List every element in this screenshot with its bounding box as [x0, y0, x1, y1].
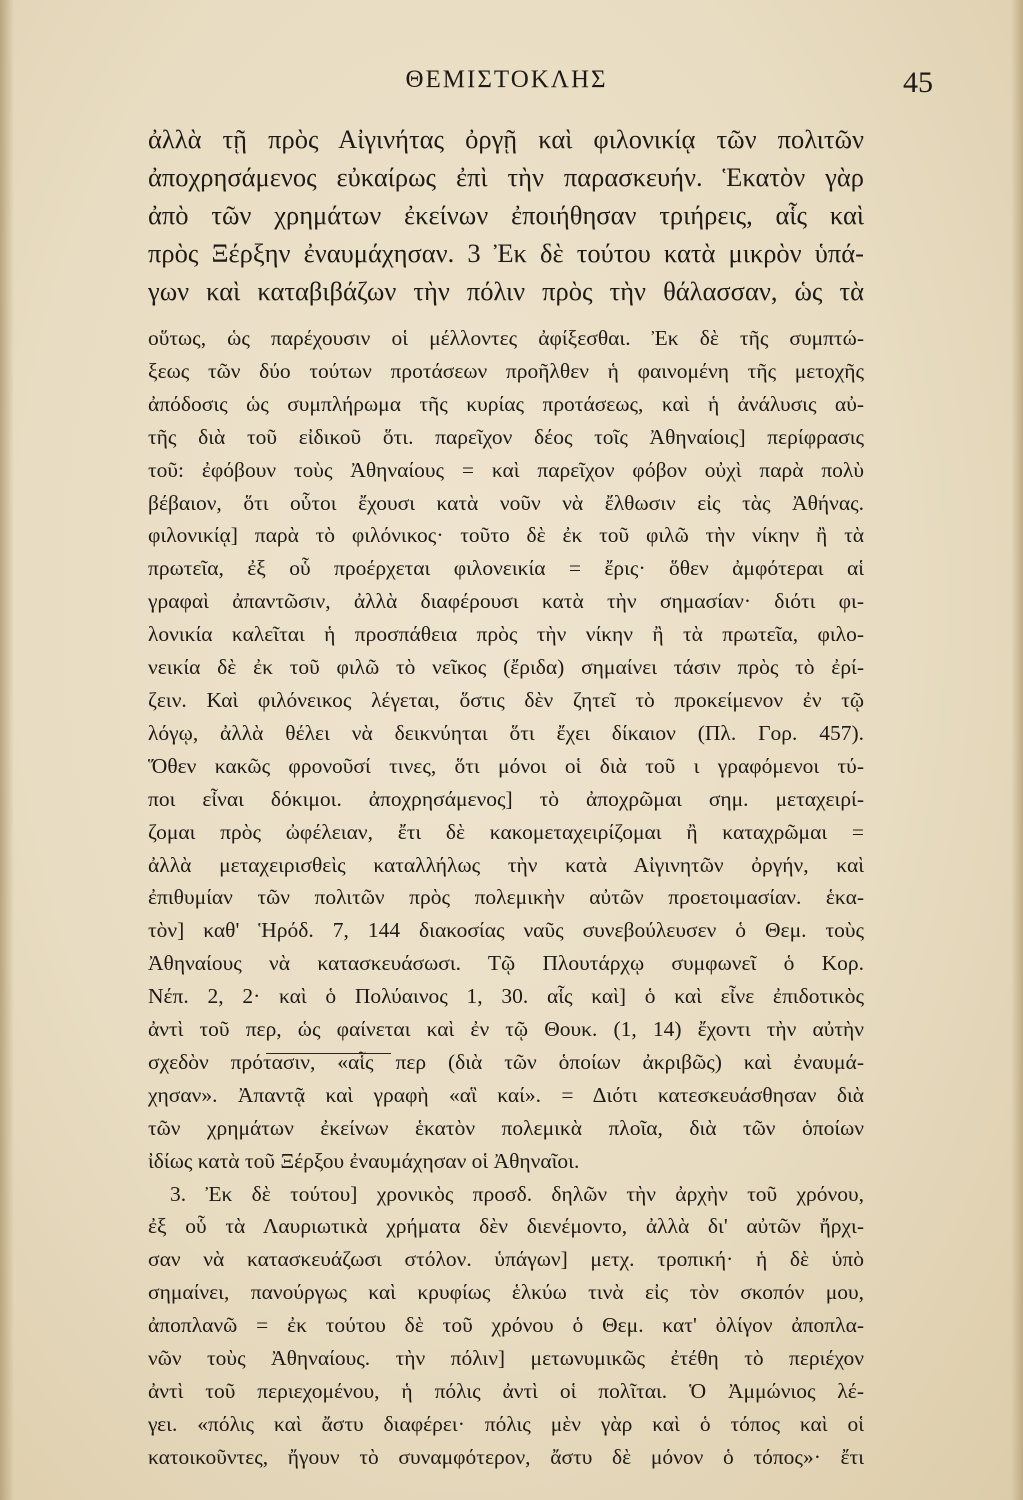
running-title: ΘΕΜΙΣΤΟΚΛΗΣ	[405, 66, 608, 93]
note-line: τοῦ: ἐφόβουν τοὺς Ἀθηναίους = καὶ παρεῖχον φόβον οὐχὶ παρὰ πολὺ	[148, 457, 864, 482]
note-line: ἐπιθυμίαν τῶν πολιτῶν πρὸς πολεμικὴν αὐτῶν προετοιμασίαν. ἑκα-	[148, 885, 864, 910]
note-line: ἀλλὰ μεταχειρισθεὶς καταλλήλως τὴν κατὰ Αἰγινητῶν ὀργήν, καὶ	[148, 852, 864, 877]
page-edge-left	[0, 0, 14, 1500]
note-line: ζειν. Καὶ φιλόνεικος λέγεται, ὅστις δὲν ζητεῖ τὸ προκείμενον ἐν τῷ	[148, 687, 864, 712]
note-line: Ἀθηναίους νὰ κατασκευάσωσι. Τῷ Πλουτάρχῳ συμφωνεῖ ὁ Κορ.	[148, 951, 864, 976]
main-text-line: ἀποχρησάμενος εὐκαίρως ἐπὶ τὴν παρασκευήν. Ἑκατὸν γὰρ	[148, 162, 864, 192]
note-line: σημαίνει, πανούργως καὶ κρυφίως ἑλκύω τινὰ εἰς τὸν σκοπόν μου,	[148, 1280, 864, 1305]
note-line: βέβαιον, ὅτι οὗτοι ἔχουσι κατὰ νοῦν νὰ ἔλθωσιν εἰς τὰς Ἀθήνας.	[148, 490, 864, 515]
commentary-notes	[148, 322, 864, 1474]
main-text-line: ἀπὸ τῶν χρημάτων ἐκείνων ἐποιήθησαν τριήρεις, αἷς καὶ	[148, 200, 864, 230]
note-line: ἀντὶ τοῦ περ, ὡς φαίνεται καὶ ἐν τῷ Θουκ. (1, 14) ἔχοντι τὴν αὐτὴν	[148, 1017, 864, 1042]
note-line: γει. «πόλις καὶ ἄστυ διαφέρει· πόλις μὲν γὰρ καὶ ὁ τόπος καὶ οἱ	[148, 1411, 864, 1436]
note-line: τὸν] καθ' Ἡρόδ. 7, 144 διακοσίας ναῦς συνεβούλευσεν ὁ Θεμ. τοὺς	[148, 918, 864, 943]
note-line: οὕτως, ὡς παρέχουσιν οἱ μέλλοντες ἀφίξεσθαι. Ἐκ δὲ τῆς συμπτώ-	[148, 326, 864, 350]
note-line: ἀντὶ τοῦ περιεχομένου, ἡ πόλις ἀντὶ οἱ πολῖται. Ὁ Ἀμμώνιος λέ-	[148, 1379, 864, 1403]
main-text-line: πρὸς Ξέρξην ἐναυμάχησαν. 3 Ἐκ δὲ τούτου κατὰ μικρὸν ὑπά-	[148, 238, 864, 268]
note-line: ἀποπλανῶ = ἐκ τούτου δὲ τοῦ χρόνου ὁ Θεμ. κατ' ὀλίγον ἀποπλα-	[148, 1313, 864, 1338]
main-text	[148, 120, 864, 310]
note-line: ἐξ οὗ τὰ Λαυριωτικὰ χρήματα δὲν διενέμοντο, ἀλλὰ δι' αὐτῶν ἤρχι-	[148, 1214, 864, 1239]
note-line: ξεως τῶν δύο τούτων προτάσεων προῆλθεν ἡ φαινομένη τῆς μετοχῆς	[148, 358, 864, 383]
note-line: ζομαι πρὸς ὠφέλειαν, ἔτι δὲ κακομεταχειρίζομαι ἢ καταχρῶμαι =	[148, 819, 864, 844]
note-line: γραφαὶ ἀπαντῶσιν, ἀλλὰ διαφέρουσι κατὰ τὴν σημασίαν· διότι φι-	[148, 589, 864, 614]
note-line: σαν νὰ κατασκευάζωσι στόλον. ὑπάγων] μετχ. τροπική· ἡ δὲ ὑπὸ	[148, 1247, 864, 1272]
note-line: κατοικοῦντες, ἤγουν τὸ συναμφότερον, ἄστυ δὲ μόνον ὁ τόπος»· ἔτι	[148, 1444, 864, 1469]
note-line: φιλονικίᾳ] παρὰ τὸ φιλόνικος· τοῦτο δὲ ἐκ τοῦ φιλῶ τὴν νίκην ἢ τὰ	[148, 523, 864, 548]
page-number: 45	[903, 66, 933, 99]
note-line: λόγῳ, ἀλλὰ θέλει νὰ δεικνύηται ὅτι ἔχει δίκαιον (Πλ. Γορ. 457).	[148, 720, 864, 745]
note-line: ποι εἶναι δόκιμοι. ἀποχρησάμενος] τὸ ἀποχρῶμαι σημ. μεταχειρί-	[148, 786, 864, 811]
main-text-line: γων καὶ καταβιβάζων τὴν πόλιν πρὸς τὴν θάλασσαν, ὡς τὰ	[148, 276, 864, 306]
note-line: νῶν τοὺς Ἀθηναίους. τὴν πόλιν] μετωνυμικῶς ἐτέθη τὸ περιέχον	[148, 1346, 864, 1371]
note-line: τῆς διὰ τοῦ εἰδικοῦ ὅτι. παρεῖχον δέος τοῖς Ἀθηναίοις] περίφρασις	[148, 424, 864, 449]
note-line: ἀπόδοσις ὡς συμπλήρωμα τῆς κυρίας προτάσεως, καὶ ἡ ἀνάλυσις αὐ-	[148, 391, 864, 416]
note-line: νεικία δὲ ἐκ τοῦ φιλῶ τὸ νεῖκος (ἔριδα) σημαίνει τάσιν πρὸς τὸ ἐρί-	[148, 655, 864, 680]
note-line: τῶν χρημάτων ἐκείνων ἑκατὸν πολεμικὰ πλοῖα, διὰ τῶν ὁποίων	[148, 1115, 864, 1140]
main-text-line: ἀλλὰ τῇ πρὸς Αἰγινήτας ὀργῇ καὶ φιλονικίᾳ τῶν πολιτῶν	[148, 124, 864, 154]
note-line: πρωτεῖα, ἐξ οὗ προέρχεται φιλονεικία = ἔρις· ὅθεν ἀμφότεραι αἱ	[148, 556, 864, 581]
note-line: λονικία καλεῖται ἡ προσπάθεια πρὸς τὴν νίκην ἢ τὰ πρωτεῖα, φιλο-	[148, 622, 864, 647]
note-line: 3. Ἐκ δὲ τούτου] χρονικὸς προσδ. δηλῶν τὴν ἀρχὴν τοῦ χρόνου,	[170, 1181, 864, 1206]
footnote-divider	[266, 1053, 391, 1054]
page-edge-right	[1011, 0, 1023, 1500]
note-line: σχεδὸν πρότασιν, «αἷς περ (διὰ τῶν ὁποίων ἀκριβῶς) καὶ ἐναυμά-	[148, 1049, 864, 1074]
note-line: χησαν». Ἀπαντᾷ καὶ γραφὴ «αἳ καί». = Διότι κατεσκευάσθησαν διὰ	[148, 1082, 864, 1107]
note-line: Ὅθεν κακῶς φρονοῦσί τινες, ὅτι μόνοι οἱ διὰ τοῦ ι γραφόμενοι τύ-	[148, 753, 864, 778]
note-line: Νέπ. 2, 2· καὶ ὁ Πολύαινος 1, 30. αἷς καὶ] ὁ καὶ εἶνε ἐπιδοτικὸς	[148, 984, 864, 1009]
note-line: ἰδίως κατὰ τοῦ Ξέρξου ἐναυμάχησαν οἱ Ἀθηναῖοι.	[148, 1148, 580, 1173]
page-header	[140, 66, 933, 106]
